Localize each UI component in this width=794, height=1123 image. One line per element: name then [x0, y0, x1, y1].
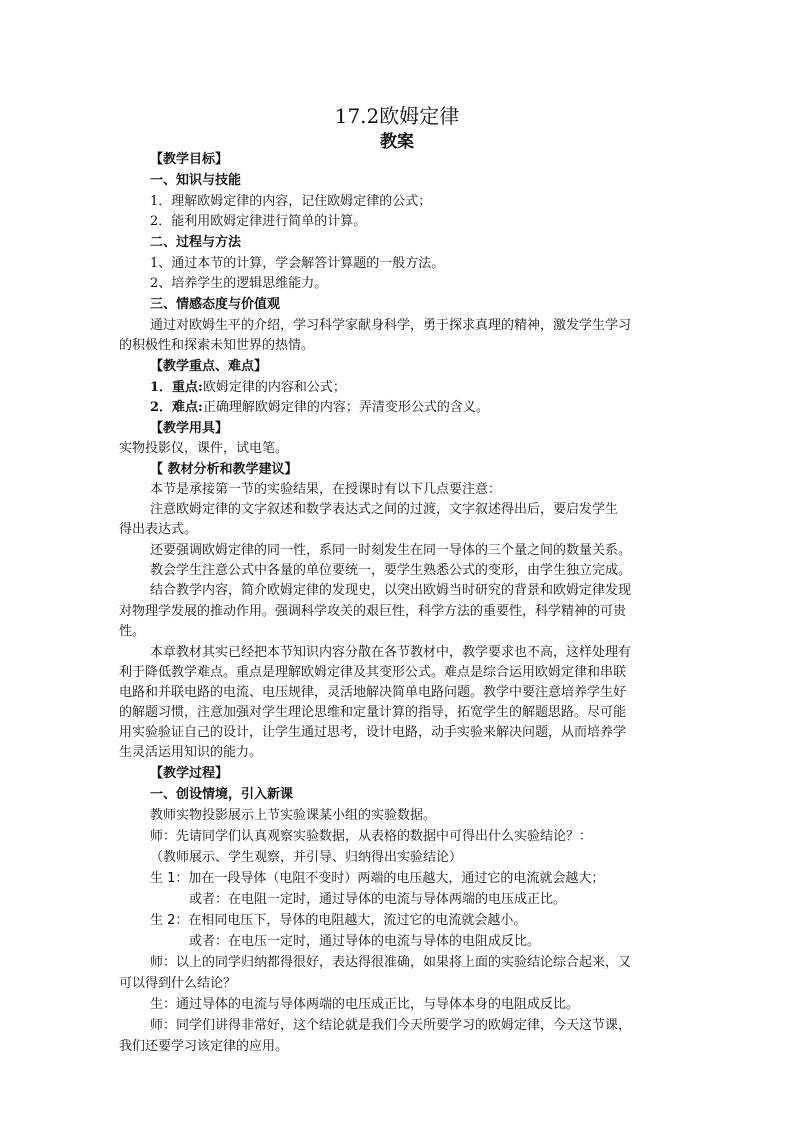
- section-key-points: 【教学重点、难点】: [150, 359, 268, 374]
- objectives-process-heading: 二、过程与方法: [150, 235, 242, 250]
- dialogue-line: 生 1：加在一段导体（电阻不变时）两端的电压越大，通过它的电流就会越大；: [150, 871, 605, 886]
- paragraph-line: 利于降低教学难点。重点是理解欧姆定律及其变形公式。难点是综合运用欧姆定律和串联: [119, 665, 627, 680]
- objective-line: 2．能利用欧姆定律进行简单的计算。: [150, 214, 367, 229]
- section-analysis: 【 教材分析和教学建议】: [150, 462, 298, 477]
- paragraph-line: 生灵活运用知识的能力。: [119, 745, 263, 760]
- objective-line: 1、通过本节的计算，学会解答计算题的一般方法。: [150, 256, 445, 271]
- paragraph-line: 师：先请同学们认真观察实验数据，从表格的数据中可得出什么实验结论？：: [150, 829, 593, 844]
- paragraph-line: 结合教学内容，简介欧姆定律的发现史，以突出欧姆当时研究的背景和欧姆定律发现: [150, 583, 632, 598]
- paragraph-line: 教会学生注意公式中各量的单位要统一，要学生熟悉公式的变形，由学生独立完成。: [150, 563, 632, 578]
- dialogue-line: 师：以上的同学归纳都得很好，表达得很准确，如果将上面的实验结论综合起来，又: [150, 955, 632, 970]
- dialogue-line: 或者：在电阻一定时，通过导体的电流与导体两端的电压成正比。: [189, 892, 567, 907]
- dialogue-line: 我们还要学习该定律的应用。: [119, 1039, 289, 1054]
- doc-title: 17.2欧姆定律: [334, 104, 460, 128]
- objectives-knowledge-heading: 一、知识与技能: [150, 173, 242, 188]
- paragraph-line: 电路和并联电路的电流、电压规律，灵活地解决简单电路问题。教学中要注意培养学生好: [119, 685, 627, 700]
- dialogue-line: 可以得到什么结论？: [119, 976, 237, 991]
- section-tools: 【教学用具】: [150, 421, 229, 436]
- objectives-attitude-heading: 三、情感态度与价值观: [150, 297, 281, 312]
- dialogue-line: 生：通过导体的电流与导体两端的电压成正比，与导体本身的电阻成反比。: [150, 997, 580, 1012]
- objective-line: 1．理解欧姆定律的内容，记住欧姆定律的公式；: [150, 194, 432, 209]
- section-objectives: 【教学目标】: [150, 152, 229, 167]
- paragraph-line: 的积极性和探索未知世界的热情。: [119, 338, 315, 353]
- difficult-point-label: 2．难点:: [150, 400, 203, 415]
- dialogue-line: 或者：在电压一定时，通过导体的电流与导体的电阻成反比。: [189, 934, 541, 949]
- key-point-line: [150, 380, 346, 396]
- paragraph-line: 本章教材其实已经把本节知识内容分散在各节教材中，教学要求也不高，这样处理有: [150, 645, 632, 660]
- dialogue-line: 生 2：在相同电压下，导体的电阻越大，流过它的电流就会越小。: [150, 913, 527, 928]
- paragraph-line: 用实验验证自己的设计，让学生通过思考，设计电路，动手实验来解决问题，从而培养学: [119, 725, 627, 740]
- paragraph-line: 的解题习惯，注意加强对学生理论思维和定量计算的指导，拓宽学生的解题思路。尽可能: [119, 705, 627, 720]
- doc-subtitle: 教案: [380, 132, 414, 152]
- difficult-point-text: 正确理解欧姆定律的内容；弄清变形公式的含义。: [202, 400, 489, 415]
- paragraph-line: 对物理学发展的推动作用。强调科学攻关的艰巨性，科学方法的重要性，科学精神的可贵: [119, 604, 627, 619]
- tools-text: 实物投影仪，课件，试电笔。: [119, 441, 289, 456]
- key-point-text: 欧姆定律的内容和公式；: [202, 380, 346, 395]
- paragraph-line: 得出表达式。: [119, 522, 198, 537]
- section-process: 【教学过程】: [150, 766, 229, 781]
- paragraph-line: 注意欧姆定律的文字叙述和数学表达式之间的过渡，文字叙述得出后，要启发学生: [150, 502, 619, 517]
- difficult-point-line: [150, 400, 489, 416]
- paragraph-line: 本节是承接第一节的实验结果，在授课时有以下几点要注意：: [150, 482, 502, 497]
- key-point-label: 1．重点:: [150, 380, 203, 395]
- paragraph-line: 教师实物投影展示上节实验课某小组的实验数据。: [150, 808, 437, 823]
- dialogue-line: 师：同学们讲得非常好，这个结论就是我们今天所要学习的欧姆定律，今天这节课，: [150, 1018, 632, 1033]
- paragraph-line: 通过对欧姆生平的介绍，学习科学家献身科学，勇于探求真理的精神，激发学生学习: [150, 318, 632, 333]
- objective-line: 2、培养学生的逻辑思维能力。: [150, 276, 328, 291]
- process-step-heading: 一、创设情境，引入新课: [150, 787, 294, 802]
- paragraph-line: 还要强调欧姆定律的同一性，系同一时刻发生在同一导体的三个量之间的数量关系。: [150, 543, 632, 558]
- paragraph-line: 性。: [119, 624, 146, 639]
- paragraph-line: （教师展示、学生观察，并引导、归纳得出实验结论）: [150, 850, 463, 865]
